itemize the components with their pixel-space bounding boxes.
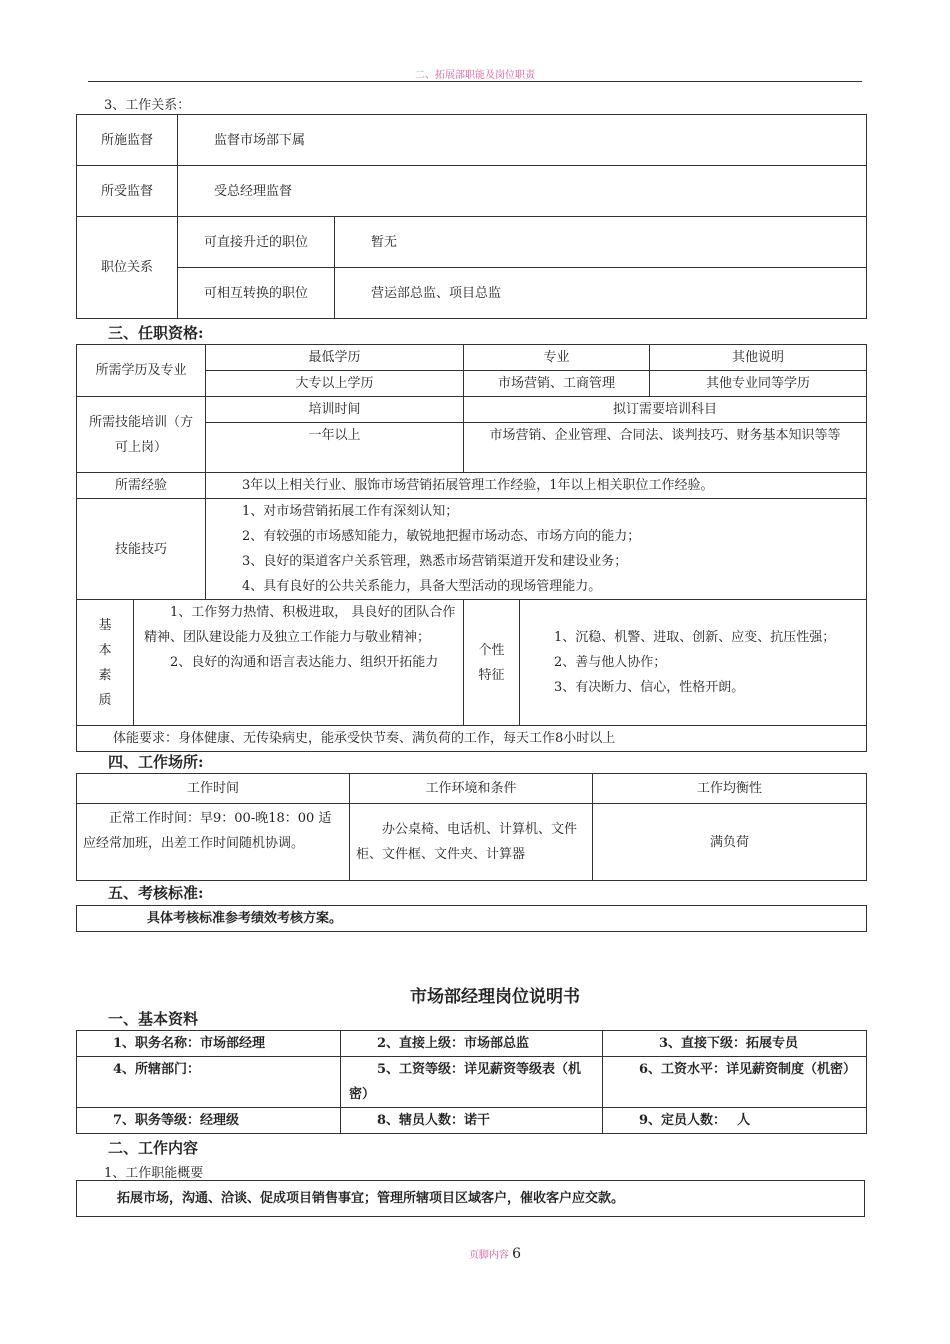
basic-quality-list xyxy=(134,600,464,726)
document-title: 市场部经理岗位说明书 xyxy=(410,987,580,1007)
footer-label: 页脚内容 xyxy=(468,1250,509,1261)
physical-requirement: 体能要求：身体健康、无传染病史，能承受快节奏、满负荷的工作，每天工作8小时以上 xyxy=(77,726,867,752)
promotion-label: 可直接升迁的职位 xyxy=(178,217,335,268)
experience-value: 3年以上相关行业、服饰市场营销拓展管理工作经验，1年以上相关职位工作经验。 xyxy=(206,473,867,499)
personality-item: 2、善与他人协作； xyxy=(554,655,667,670)
skill-item: 3、良好的渠道客户关系管理，熟悉市场营销渠道开发和建设业务； xyxy=(242,554,628,569)
personality-item: 3、有决断力、信心，性格开朗。 xyxy=(554,680,745,695)
superior-cell: 2、直接上级：市场部总监 xyxy=(341,1031,603,1057)
workplace-header-balance: 工作均衡性 xyxy=(593,774,867,804)
assessment-value: 具体考核标准参考绩效考核方案。 xyxy=(77,906,867,932)
rotation-value: 营运部总监、项目总监 xyxy=(335,268,867,319)
work-relations-table xyxy=(76,114,867,319)
page-header-title: 二、拓展部职能及岗位职责 xyxy=(415,70,535,81)
skills-label: 技能技巧 xyxy=(77,499,206,600)
workplace-header-time: 工作时间 xyxy=(77,774,350,804)
skills-list xyxy=(206,499,867,600)
training-value-time: 一年以上 xyxy=(206,423,464,473)
work-content-heading: 二、工作内容 xyxy=(108,1139,199,1157)
training-header-time: 培训时间 xyxy=(206,397,464,423)
workplace-table xyxy=(76,773,867,881)
training-header-subjects: 拟订需要培训科目 xyxy=(464,397,867,423)
function-summary-heading: 1、工作职能概要 xyxy=(104,1166,204,1181)
edu-value-min: 大专以上学历 xyxy=(206,371,464,397)
department-cell: 4、所辖部门： xyxy=(77,1057,341,1108)
skill-item: 2、有较强的市场感知能力，敏锐地把握市场动态、市场方向的能力； xyxy=(242,529,641,544)
page-number: 6 xyxy=(512,1246,522,1262)
job-grade-cell: 7、职务等级：经理级 xyxy=(77,1108,341,1134)
edu-header-major: 专业 xyxy=(464,345,650,371)
workplace-env: 办公桌椅、电话机、计算机、文件柜、文件框、文件夹、计算器 xyxy=(350,804,593,881)
training-value-subjects: 市场营销、企业管理、合同法、谈判技巧、财务基本知识等等 xyxy=(464,423,867,473)
promotion-value: 暂无 xyxy=(335,217,867,268)
basic-info-table xyxy=(76,1030,867,1134)
basic-quality-item: 1、工作努力热情、积极进取， 具良好的团队合作精神、团队建设能力及独立工作能力与敬业精神； xyxy=(144,605,456,645)
training-label: 所需技能培训（方可上岗） xyxy=(77,397,206,473)
salary-level-cell: 6、工资水平：详见薪资制度（机密） xyxy=(603,1057,867,1108)
personality-item: 1、沉稳、机警、进取、创新、应变、抗压性强； xyxy=(554,630,836,645)
work-relations-heading: 3、工作关系： xyxy=(104,98,191,113)
edu-label: 所需学历及专业 xyxy=(77,345,206,397)
function-summary-value: 拓展市场，沟通、洽谈、促成项目销售事宜；管理所辖项目区域客户，催收客户应交款。 xyxy=(77,1181,865,1217)
basic-info-heading: 一、基本资料 xyxy=(108,1010,199,1028)
supervise-label: 所施监督 xyxy=(77,115,178,166)
personality-list xyxy=(520,600,867,726)
qualification-table xyxy=(76,344,867,752)
staff-count-cell: 8、辖员人数：诺干 xyxy=(341,1108,603,1134)
workplace-time: 正常工作时间：早9：00-晚18：00 适应经常加班，出差工作时间随机协调。 xyxy=(77,804,350,881)
headcount-cell: 9、定员人数： 人 xyxy=(603,1108,867,1134)
edu-value-major: 市场营销、工商管理 xyxy=(464,371,650,397)
supervised-by-value: 受总经理监督 xyxy=(178,166,867,217)
supervise-value: 监督市场部下属 xyxy=(178,115,867,166)
salary-grade-cell: 5、工资等级：详见薪资等级表（机密） xyxy=(341,1057,603,1108)
subordinate-cell: 3、直接下级：拓展专员 xyxy=(603,1031,867,1057)
job-title-cell: 1、职务名称：市场部经理 xyxy=(77,1031,341,1057)
position-relation-label: 职位关系 xyxy=(77,217,178,319)
assessment-table xyxy=(76,905,867,932)
edu-value-other: 其他专业同等学历 xyxy=(650,371,867,397)
experience-label: 所需经验 xyxy=(77,473,206,499)
workplace-balance: 满负荷 xyxy=(593,804,867,881)
rotation-label: 可相互转换的职位 xyxy=(178,268,335,319)
edu-header-min: 最低学历 xyxy=(206,345,464,371)
basic-quality-item: 2、良好的沟通和语言表达能力、组织开拓能力 xyxy=(170,655,439,670)
workplace-heading: 四、工作场所: xyxy=(108,753,204,771)
edu-header-other: 其他说明 xyxy=(650,345,867,371)
workplace-header-env: 工作环境和条件 xyxy=(350,774,593,804)
assessment-heading: 五、考核标准: xyxy=(108,884,204,902)
skill-item: 1、对市场营销拓展工作有深刻认知； xyxy=(242,504,459,519)
function-summary-table xyxy=(76,1180,865,1217)
basic-quality-label: 基本素质 xyxy=(77,600,134,726)
header-divider xyxy=(88,81,862,82)
skill-item: 4、具有良好的公共关系能力，具备大型活动的现场管理能力。 xyxy=(242,579,602,594)
qualification-heading: 三、任职资格: xyxy=(108,324,204,342)
page-footer xyxy=(0,1246,950,1262)
personality-label: 个性特征 xyxy=(464,600,520,726)
supervised-by-label: 所受监督 xyxy=(77,166,178,217)
